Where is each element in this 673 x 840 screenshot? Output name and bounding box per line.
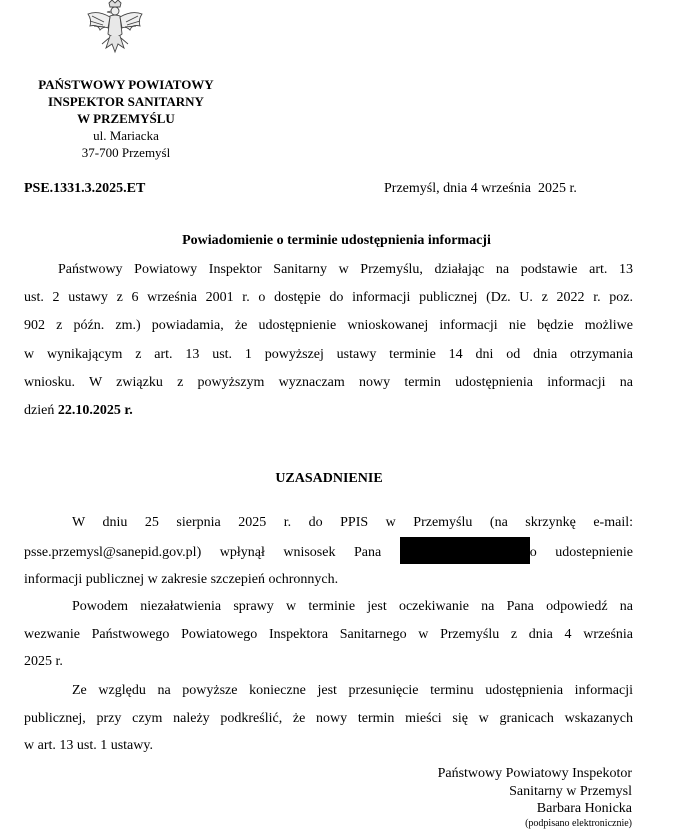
electronic-signature-note: (podpisano elektronicznie) <box>525 817 632 829</box>
text-line: ust. 2 ustawy z 6 września 2001 r. o dostępie do informacji publicznej (Dz. U. z 2022 r. poz. <box>24 290 633 306</box>
text-line: w art. 13 ust. 1 ustawy. <box>24 738 153 753</box>
text-fragment: o udostepnienie <box>529 544 633 560</box>
text-line: 902 z późn. zm.) powiadamia, że udostępnienie wnioskowanej informacji nie będzie możliwe <box>24 318 633 334</box>
document-title: Powiadomienie o terminie udostępnienia informacji <box>182 233 491 248</box>
issuer-street: ul. Mariacka <box>93 128 159 143</box>
place-and-date: Przemyśl, dnia 4 września 2025 r. <box>384 181 577 196</box>
issuer-header <box>14 76 238 161</box>
case-reference: PSE.1331.3.2025.ET <box>24 181 146 196</box>
intro-paragraph <box>24 256 633 425</box>
text-line: publicznej, przy czym należy podkreślić, że nowy termin mieści się w granicach wskazanych <box>24 710 633 726</box>
paragraph-3 <box>24 677 633 760</box>
text-line: Państwowy Powiatowy Inspektor Sanitarny w Przemyślu, działając na podstawie art. 13 <box>58 262 633 277</box>
issuer-name-line2: INSPEKTOR SANITARNY <box>48 94 204 109</box>
issuer-city: 37-700 Przemyśl <box>81 145 171 160</box>
justification-heading: UZASADNIENIE <box>275 471 383 486</box>
text-line: wezwanie Państwowego Powiatowego Inspektora Sanitarnego w Przemyślu z dnia 4 września <box>24 626 633 642</box>
polish-eagle-emblem <box>84 0 146 56</box>
text-line <box>24 397 633 425</box>
date-prefix: dzień <box>24 403 58 419</box>
text-line: informacji publicznej w zakresie szczepień ochronnych. <box>24 572 339 587</box>
signatory-name: Barbara Honicka <box>536 801 632 816</box>
text-line: W dniu 25 sierpnia 2025 r. do PPIS w Przemyślu (na skrzynkę e-mail: <box>72 515 633 530</box>
signatory-title-line2: Sanitarny w Przemysl <box>509 783 632 799</box>
text-line <box>24 537 633 567</box>
signature-block <box>438 765 632 830</box>
paragraph-2 <box>24 593 633 676</box>
new-deadline-date: 22.10.2025 r. <box>57 403 133 419</box>
issuer-name-line3: W PRZEMYŚLU <box>77 111 175 126</box>
signatory-title-line1: Państwowy Powiatowy Inspekotor <box>437 766 632 781</box>
text-line: 2025 r. <box>24 654 63 669</box>
redacted-name-block <box>400 537 530 564</box>
issuer-name-line1: PAŃSTWOWY POWIATOWY <box>38 77 214 92</box>
text-line: Powodem niezałatwienia sprawy w terminie jest oczekiwanie na Pana odpowiedź na <box>72 599 633 614</box>
text-line: Ze względu na powyższe konieczne jest przesunięcie terminu udostępnienia informacji <box>72 683 633 698</box>
text-line: wniosku. W związku z powyższym wyznaczam nowy termin udostępnienia informacji na <box>24 374 633 390</box>
paragraph-1 <box>24 509 633 594</box>
text-line: w wynikającym z art. 13 ust. 1 powyższej ustawy terminie 14 dni od dnia otrzymania <box>24 346 633 362</box>
text-fragment: psse.przemysl@sanepid.gov.pl) wpłynął wnisosek Pana <box>24 544 382 560</box>
